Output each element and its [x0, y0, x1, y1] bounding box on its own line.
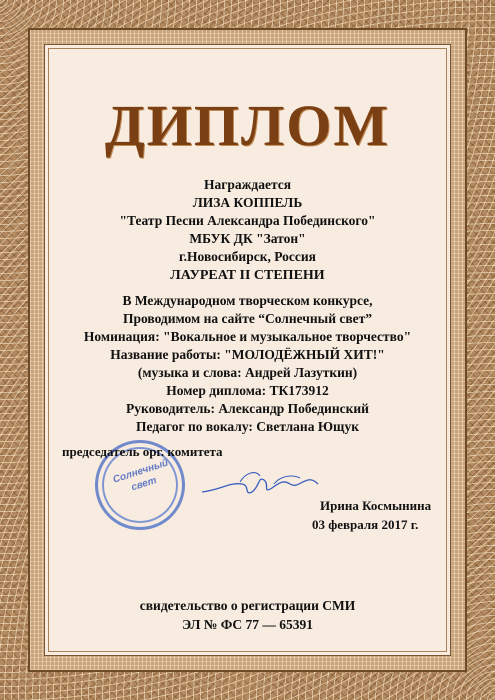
- recipient-name: ЛИЗА КОППЕЛЬ: [192, 195, 303, 210]
- diploma-number-line: Номер диплома: ТК173912: [166, 383, 329, 398]
- signer-name: Ирина Космынина: [320, 498, 432, 513]
- contest-site-line: Проводимом на сайте “Солнечный свет”: [122, 311, 373, 326]
- registration-line-1: свидетельство о регистрации СМИ: [139, 598, 356, 613]
- work-title-line: Название работы: "МОЛОДЁЖНЫЙ ХИТ!": [110, 347, 385, 362]
- handwritten-signature: [200, 462, 320, 502]
- contest-line: В Международном творческом конкурсе,: [122, 293, 373, 308]
- laureate-degree: ЛАУРЕАТ II СТЕПЕНИ: [170, 268, 325, 283]
- award-details-block: [50, 292, 445, 436]
- registration-line-2: ЭЛ № ФС 77 — 65391: [182, 617, 313, 632]
- chairman-label: председатель орг. комитета: [62, 444, 223, 459]
- nomination-line: Номинация: "Вокальное и музыкальное творчество": [83, 329, 412, 344]
- diploma-title: ДИПЛОМ: [104, 93, 391, 158]
- leader-line: Руководитель: Александр Побединский: [126, 401, 369, 416]
- media-registration: [0, 596, 495, 634]
- vocal-teacher-line: Педагог по вокалу: Светлана Ющук: [136, 419, 359, 434]
- authors-line: (музыка и слова: Андрей Лазуткин): [137, 365, 358, 380]
- awarded-label: Награждается: [203, 177, 292, 192]
- award-recipient-block: [50, 176, 445, 266]
- recipient-city: г.Новосибирск, Россия: [179, 249, 316, 264]
- recipient-organization: "Театр Песни Александра Побединского": [119, 213, 376, 228]
- issue-date: 03 февраля 2017 г.: [312, 517, 419, 532]
- recipient-institution: МБУК ДК "Затон": [189, 231, 306, 246]
- stamp-text: Солнечный свет: [111, 457, 170, 494]
